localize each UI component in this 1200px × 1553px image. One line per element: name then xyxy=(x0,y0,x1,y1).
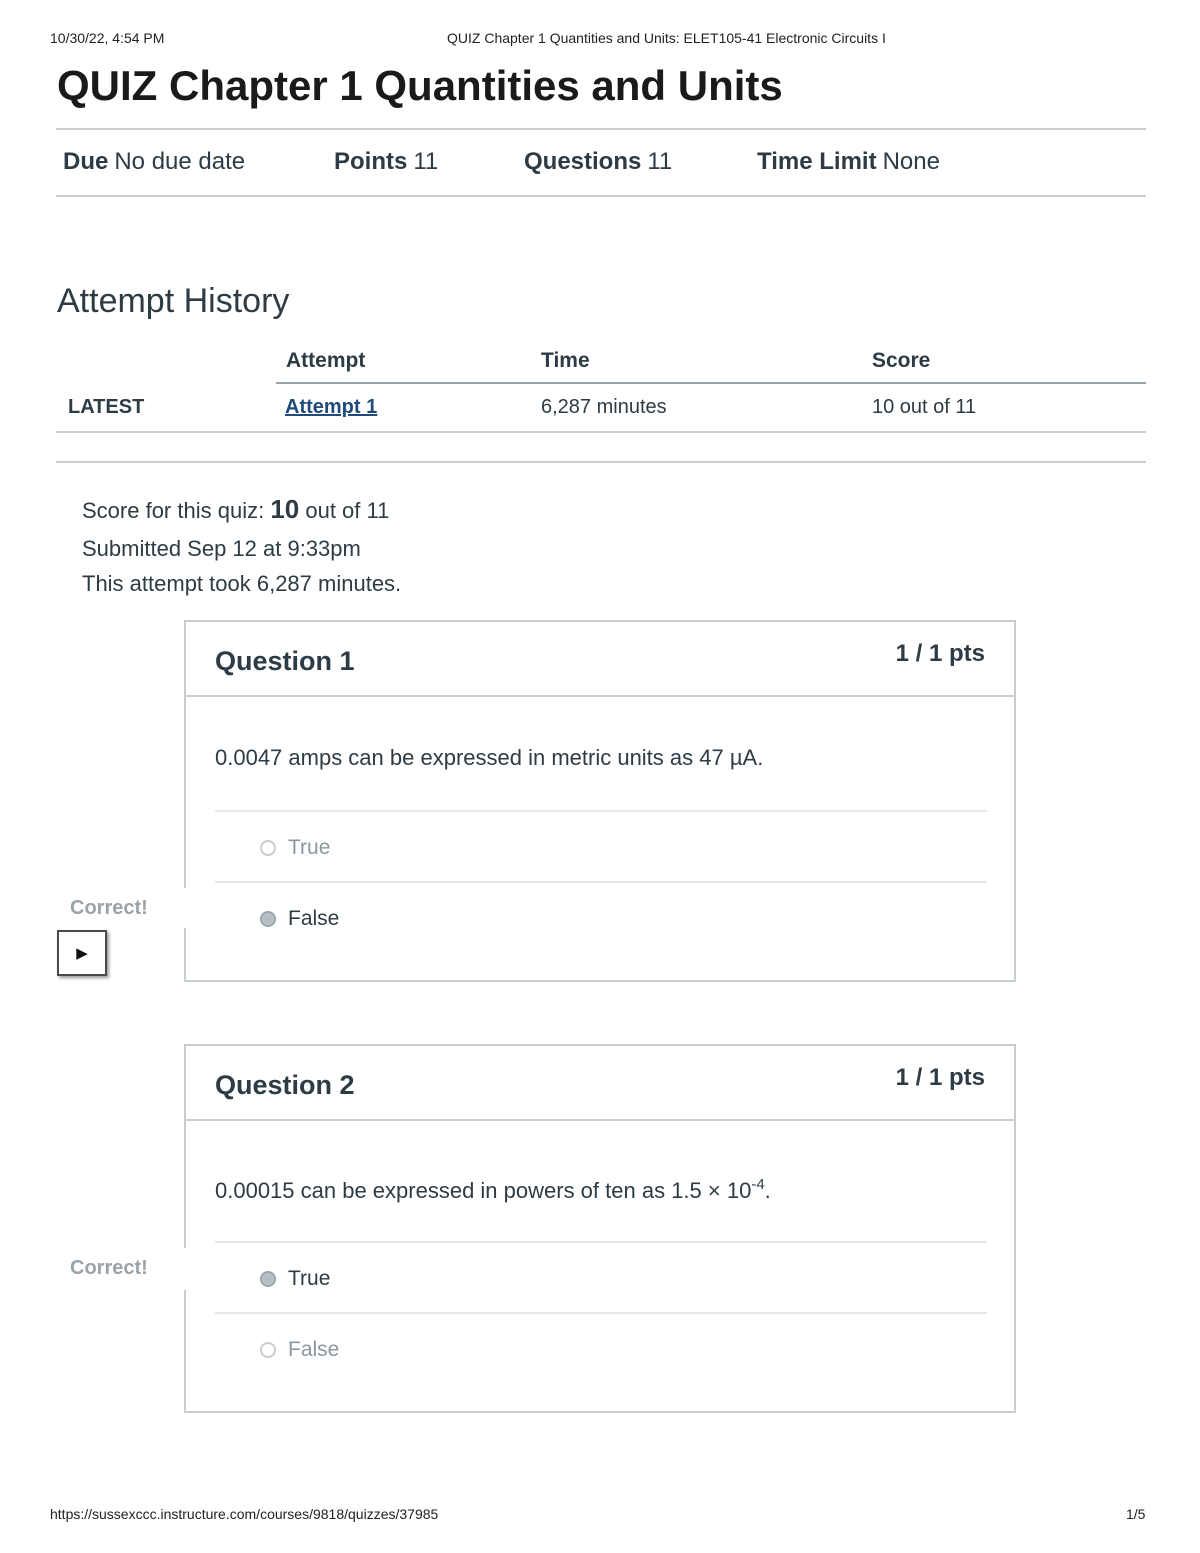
question-header xyxy=(186,1046,1014,1121)
attempt-1-link[interactable]: Attempt 1 xyxy=(285,396,378,418)
answer-option-true[interactable] xyxy=(260,1267,330,1291)
column-header-time: Time xyxy=(541,349,590,372)
questions-value: 11 xyxy=(647,148,673,175)
play-button[interactable] xyxy=(57,930,107,976)
score-suffix: out of 11 xyxy=(305,498,390,523)
divider xyxy=(56,461,1146,463)
answer-divider xyxy=(215,1312,987,1314)
column-header-attempt: Attempt xyxy=(286,349,366,372)
divider xyxy=(56,128,1146,130)
card-border-gap xyxy=(180,888,190,928)
latest-tag: LATEST xyxy=(68,396,145,418)
question-text-end: . xyxy=(764,1178,771,1203)
question-title: Question 1 xyxy=(215,646,355,676)
answer-option-false[interactable] xyxy=(260,1338,339,1362)
quiz-score-summary xyxy=(82,494,389,525)
correct-answer-label: Correct! xyxy=(70,1257,148,1279)
submitted-text: Submitted Sep 12 at 9:33pm xyxy=(82,536,361,561)
column-header-score: Score xyxy=(872,349,931,372)
answer-option-true[interactable] xyxy=(260,836,330,860)
score-prefix: Score for this quiz: xyxy=(82,498,265,523)
radio-unselected-icon[interactable] xyxy=(260,1342,276,1358)
table-row-rule xyxy=(56,431,1146,433)
print-datetime: 10/30/22, 4:54 PM xyxy=(50,30,165,46)
points-info xyxy=(334,148,438,176)
page-title: QUIZ Chapter 1 Quantities and Units xyxy=(57,62,783,109)
questions-info xyxy=(524,148,672,176)
play-icon: ▶ xyxy=(76,945,88,962)
points-value: 11 xyxy=(413,148,439,175)
time-limit-value: None xyxy=(882,148,940,175)
print-document-title: QUIZ Chapter 1 Quantities and Units: ELET105-41 Electronic Circuits I xyxy=(447,30,886,46)
answer-label: True xyxy=(288,836,331,859)
attempt-score: 10 out of 11 xyxy=(872,396,977,418)
answer-label: False xyxy=(288,1338,340,1361)
attempt-history-heading: Attempt History xyxy=(57,282,290,320)
answer-option-false[interactable] xyxy=(260,907,339,931)
due-info xyxy=(63,148,245,176)
correct-answer-label: Correct! xyxy=(70,897,148,919)
radio-unselected-icon[interactable] xyxy=(260,840,276,856)
question-card-2 xyxy=(184,1044,1016,1413)
table-header-rule xyxy=(276,382,1146,384)
due-label: Due xyxy=(63,148,109,175)
score-value: 10 xyxy=(270,494,300,524)
answer-label: True xyxy=(288,1267,331,1290)
answer-divider xyxy=(215,810,987,812)
print-url: https://sussexccc.instructure.com/courses/9818/quizzes/37985 xyxy=(50,1506,439,1522)
radio-selected-icon[interactable] xyxy=(260,911,276,927)
time-limit-label: Time Limit xyxy=(757,148,877,175)
question-card-1 xyxy=(184,620,1016,982)
question-points: 1 / 1 pts xyxy=(895,1064,985,1091)
attempt-duration-text: This attempt took 6,287 minutes. xyxy=(82,571,402,596)
card-border-gap xyxy=(180,1248,190,1290)
answer-divider xyxy=(215,881,987,883)
radio-selected-icon[interactable] xyxy=(260,1271,276,1287)
questions-label: Questions xyxy=(524,148,642,175)
question-text-exponent: -4 xyxy=(751,1176,765,1193)
question-text-main: 0.00015 can be expressed in powers of ten as 1.5 × 10 xyxy=(215,1178,752,1203)
time-limit-info xyxy=(757,148,940,176)
question-text xyxy=(215,1176,771,1204)
answer-label: False xyxy=(288,907,340,930)
question-text: 0.0047 amps can be expressed in metric units as 47 µA. xyxy=(215,745,764,770)
question-header xyxy=(186,622,1014,697)
question-title: Question 2 xyxy=(215,1070,355,1100)
answer-divider xyxy=(215,1241,987,1243)
attempt-time: 6,287 minutes xyxy=(541,396,667,418)
divider xyxy=(56,195,1146,197)
due-value: No due date xyxy=(114,148,246,175)
points-label: Points xyxy=(334,148,408,175)
print-page-number: 1/5 xyxy=(1126,1506,1146,1522)
question-points: 1 / 1 pts xyxy=(895,640,985,667)
